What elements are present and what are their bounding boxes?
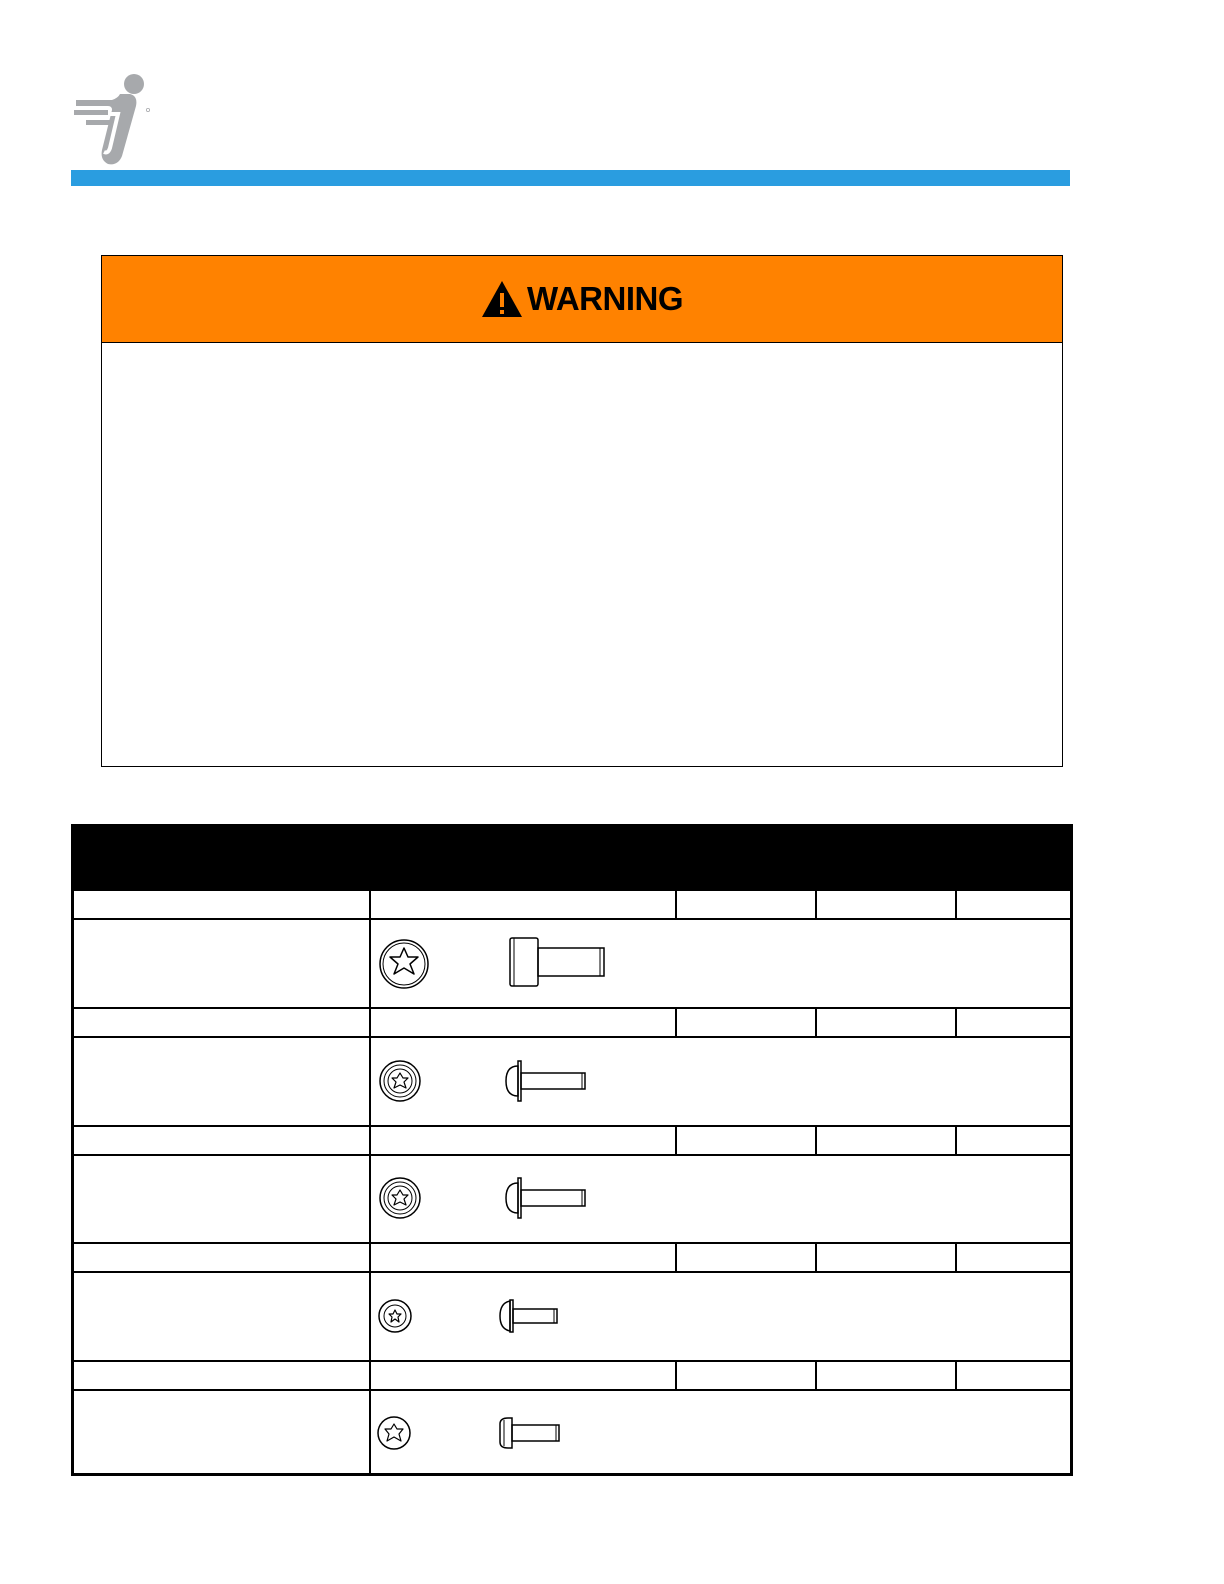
warning-body [102, 343, 1062, 767]
table-subrow [74, 1360, 1070, 1389]
flange-screw-icon [502, 1060, 588, 1102]
warning-box [101, 255, 1063, 767]
torx-head-large-icon [378, 938, 430, 990]
screw-table [71, 824, 1073, 1476]
table-row [74, 1271, 1070, 1360]
table-subrow [74, 1242, 1070, 1271]
table-row [74, 1389, 1070, 1473]
table-row [74, 1154, 1070, 1243]
table-subrow [74, 889, 1070, 918]
warning-label [481, 280, 683, 318]
button-screw-icon [498, 1299, 560, 1333]
flange-screw-icon [502, 1177, 588, 1219]
rider-logo-icon [72, 70, 154, 168]
warning-header [102, 256, 1062, 343]
pan-screw-icon [498, 1416, 562, 1450]
table-header [74, 827, 1070, 889]
table-subrow [74, 1125, 1070, 1154]
warning-text: WARNING [527, 280, 683, 317]
torx-button-head-icon [377, 1298, 413, 1334]
torx-flange-head-icon [378, 1176, 422, 1220]
header-rule [71, 170, 1070, 186]
table-row [74, 918, 1070, 1007]
torx-flange-head-icon [378, 1059, 422, 1103]
warning-triangle-icon [481, 280, 523, 318]
torx-pan-head-icon [376, 1415, 412, 1451]
table-subrow [74, 1007, 1070, 1036]
table-row [74, 1036, 1070, 1125]
cap-screw-icon [508, 936, 608, 988]
